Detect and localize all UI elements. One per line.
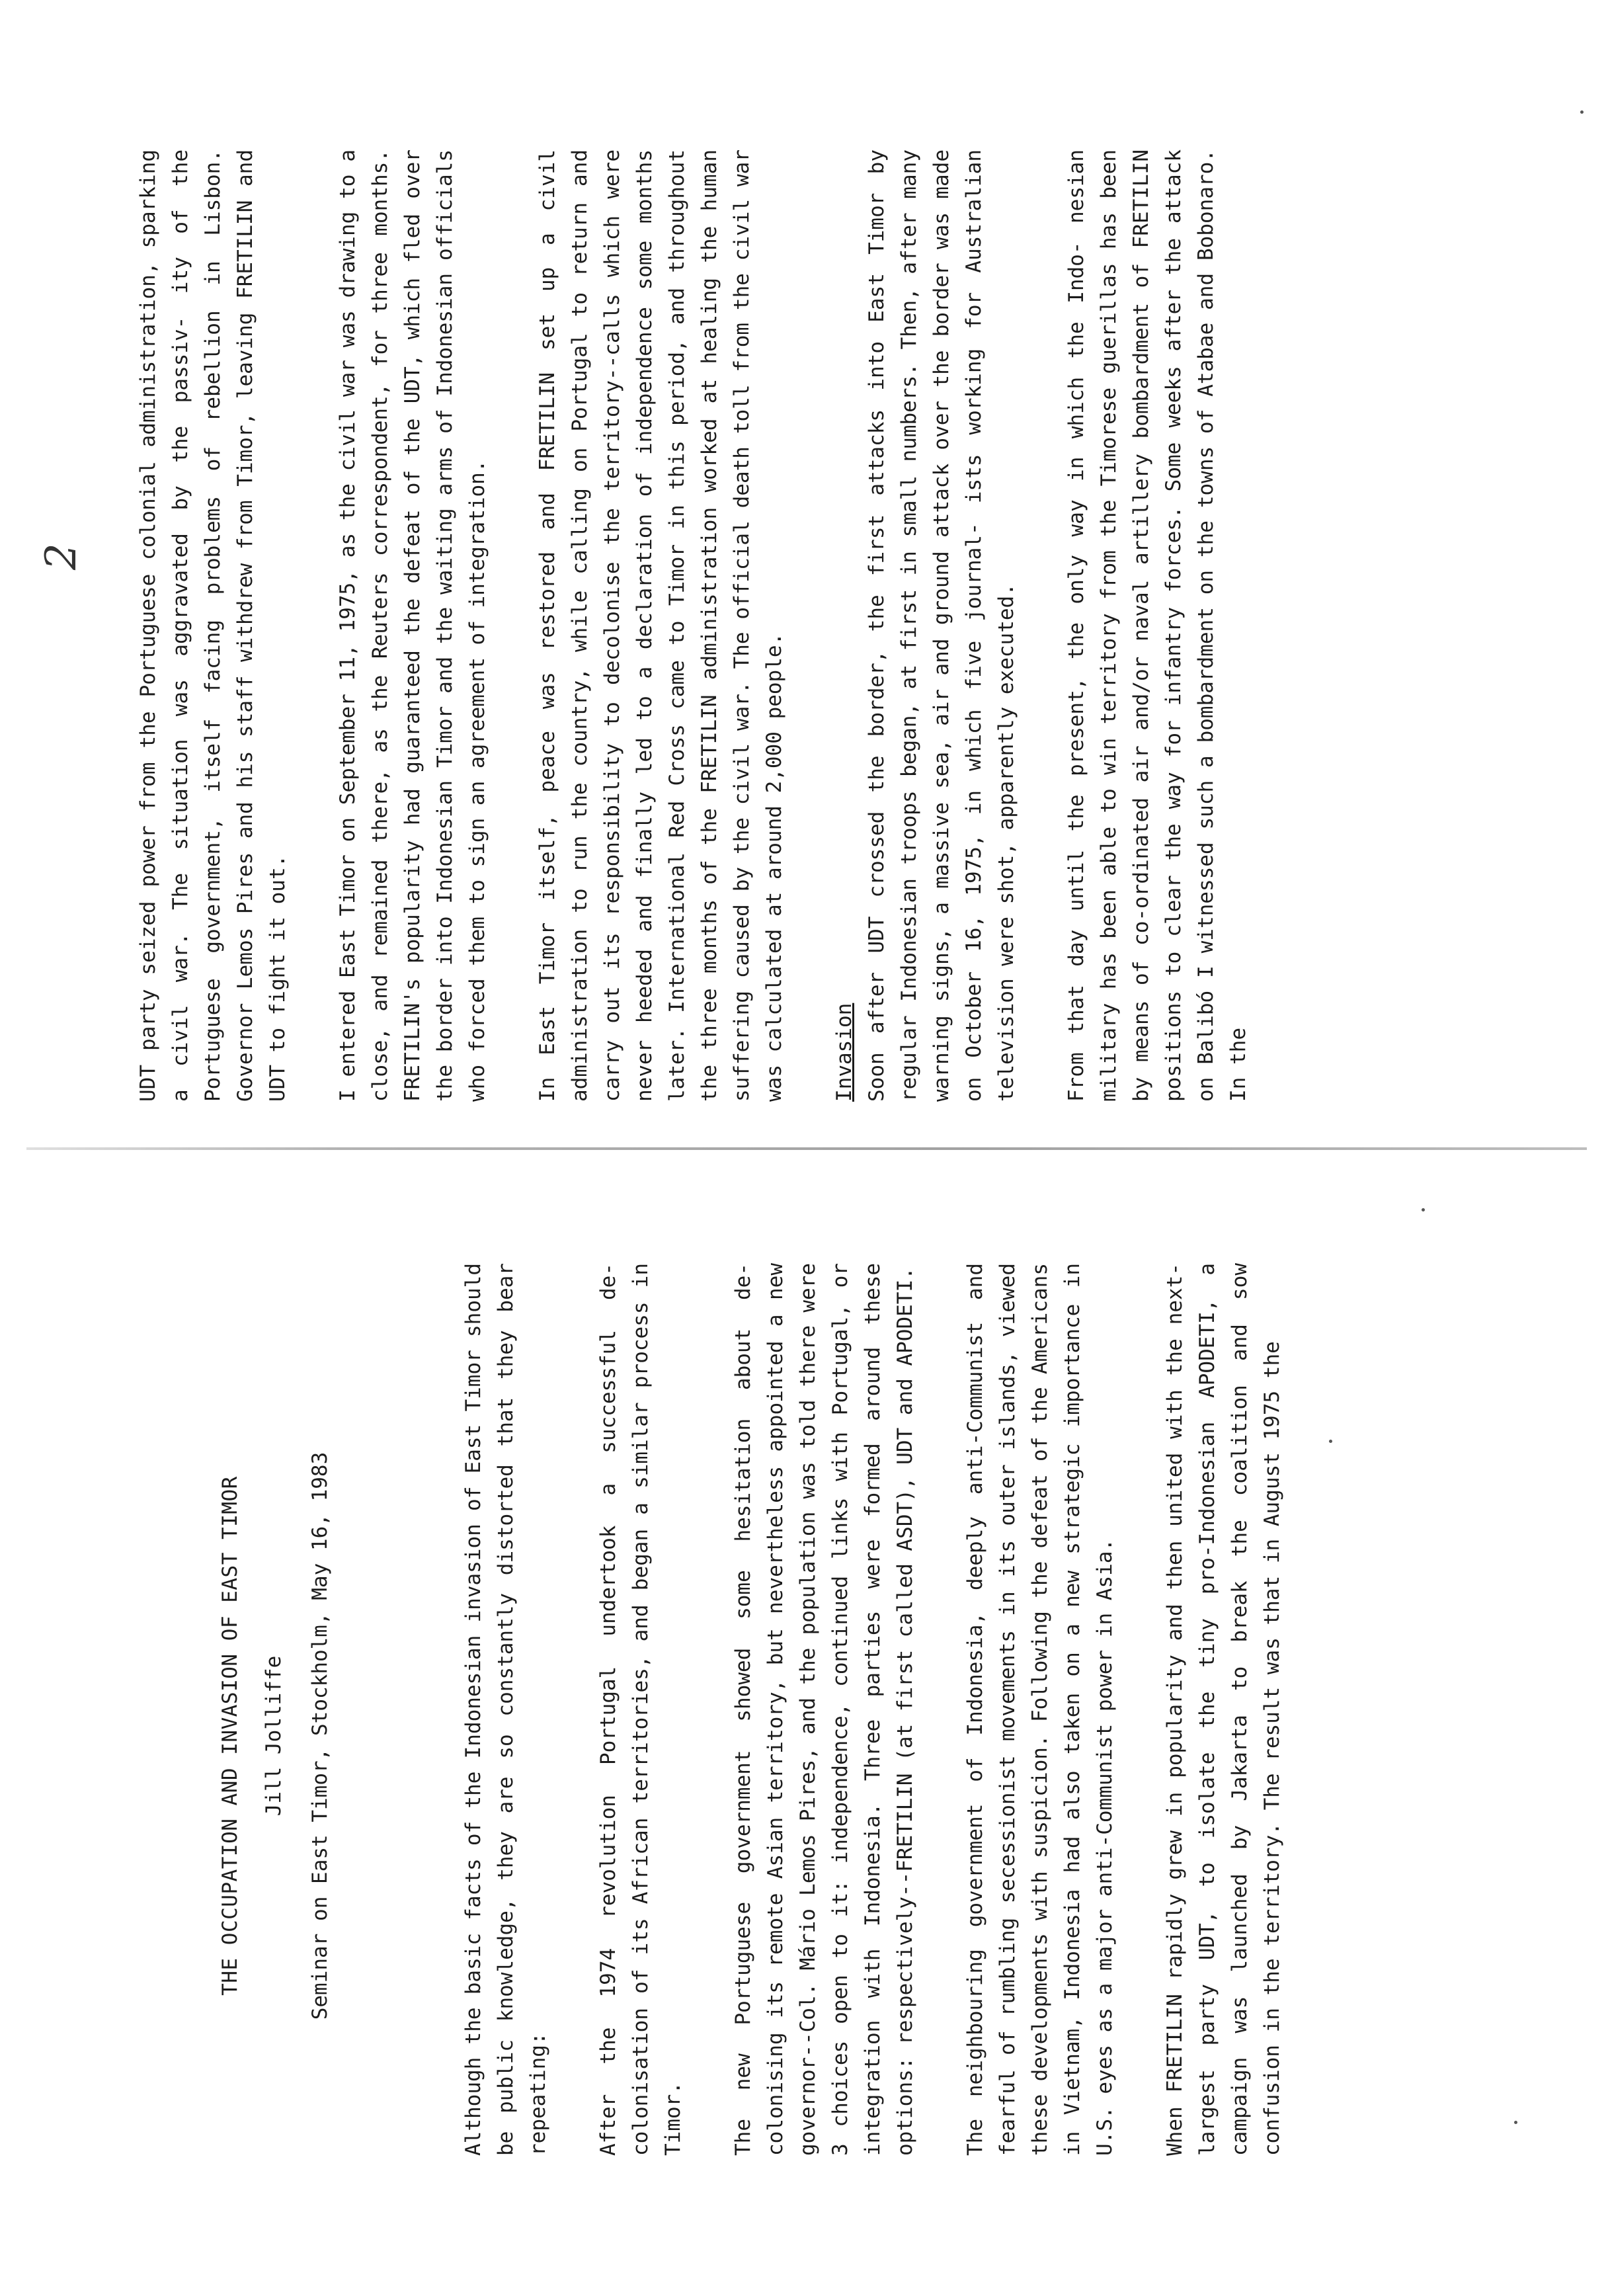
scan-speck xyxy=(1329,1440,1332,1443)
scan-speck xyxy=(1514,2121,1517,2124)
paragraph: I entered East Timor on September 11, 1975, as the civil war was drawing to a close, and remained there, as the Reuters correspondent, for three months. FRETILIN's popularity had guaranteed the defeat of the UDT, which fled over the border into Indonesian Timor and the waiting arms of Indonesian officials who forced them to sign an agreement of integration. xyxy=(336,149,489,1102)
paragraph: After the 1974 revolution Portugal undertook a successful de- colonisation of its African territories, and began a similar process in Timor. xyxy=(596,1263,685,2156)
paragraph: When FRETILIN rapidly grew in popularity and then united with the next-largest party UDT, to isolate the tiny pro-Indonesian APODETI, a campaign was launched by Jakarta to break the coalition and sow confusion in the territory. The result was that in August 1975 the xyxy=(1163,1263,1284,2156)
paragraph: Although the basic facts of the Indonesian invasion of East Timor should be public knowledge, they are so constantly distorted that they bear repeating: xyxy=(462,1263,550,2156)
paragraph: Soon after UDT crossed the border, the first attacks into East Timor by regular Indonesian troops began, at first in small numbers. Then, after many warning signs, a massive sea, air and ground attack over the border was made on October 16, 1975, in which five journal- ists working for Australian television were shot, apparently executed. xyxy=(865,149,1018,1102)
scan-speck xyxy=(1580,110,1584,114)
paragraph: In East Timor itself, peace was restored and FRETILIN set up a civil administration to run the country, while calling on Portugal to return and carry out its responsibility to decolonise the territory--calls which were never heeded and finally led to a declaration of independence some months later. International Red Cross came to Timor in this period, and throughout the three months of the FRETILIN administration worked at healing the human suffering caused by the civil war. The official death toll from the civil war was calculated at around 2,000 people. xyxy=(536,149,786,1102)
paragraph: The new Portuguese government showed some hesitation about de- colonising its remote Asian territory, but nevertheless appointed a new governor--Col. Mário Lemos Pires, and the population was told there were 3 choices open to it: independence, continued links with Portugal, or integration with Indonesia. Three parties were formed around these options: respectively--FRETILIN (at first called ASDT), UDT and APODETI. xyxy=(731,1263,917,2156)
scan-speck xyxy=(1422,1208,1425,1211)
document-author: Jill Jolliffe xyxy=(262,1655,286,1817)
left-page-column xyxy=(0,1148,1608,2296)
document-title: THE OCCUPATION AND INVASION OF EAST TIMOR xyxy=(218,1476,242,1996)
paragraph: The neighbouring government of Indonesia, deeply anti-Communist and fearful of rumbling secessionist movements in its outer islands, viewed these developments with suspicion. Following the defeat of the Americans in Vietnam, Indonesia had also taken on a new strategic importance in U.S. eyes as a major anti-Communist power in Asia. xyxy=(963,1263,1117,2156)
section-heading-invasion: Invasion xyxy=(832,1003,856,1102)
page-number: 2 xyxy=(37,543,86,570)
paragraph: UDT party seized power from the Portuguese colonial administration, sparking a civil war. The situation was aggravated by the passiv- ity of the Portuguese government, itself facing problems of rebellion in Lisbon. Governor Lemos Pires and his staff withdrew from Timor, leaving FRETILIN and UDT to fight it out. xyxy=(136,149,290,1102)
document-event-line: Seminar on East Timor, Stockholm, May 16, 1983 xyxy=(308,1452,332,2020)
paragraph: From that day until the present, the only way in which the Indo- nesian military has been able to win territory from the Timorese guerillas has been by means of co-ordinated air and/or naval artillery bombardment of FRETILIN positions to clear the way for infantry forces. Some weeks after the attack on Balibó I witnessed such a bombardment on the towns of Atabae and Bobonaro. In the xyxy=(1065,149,1250,1102)
